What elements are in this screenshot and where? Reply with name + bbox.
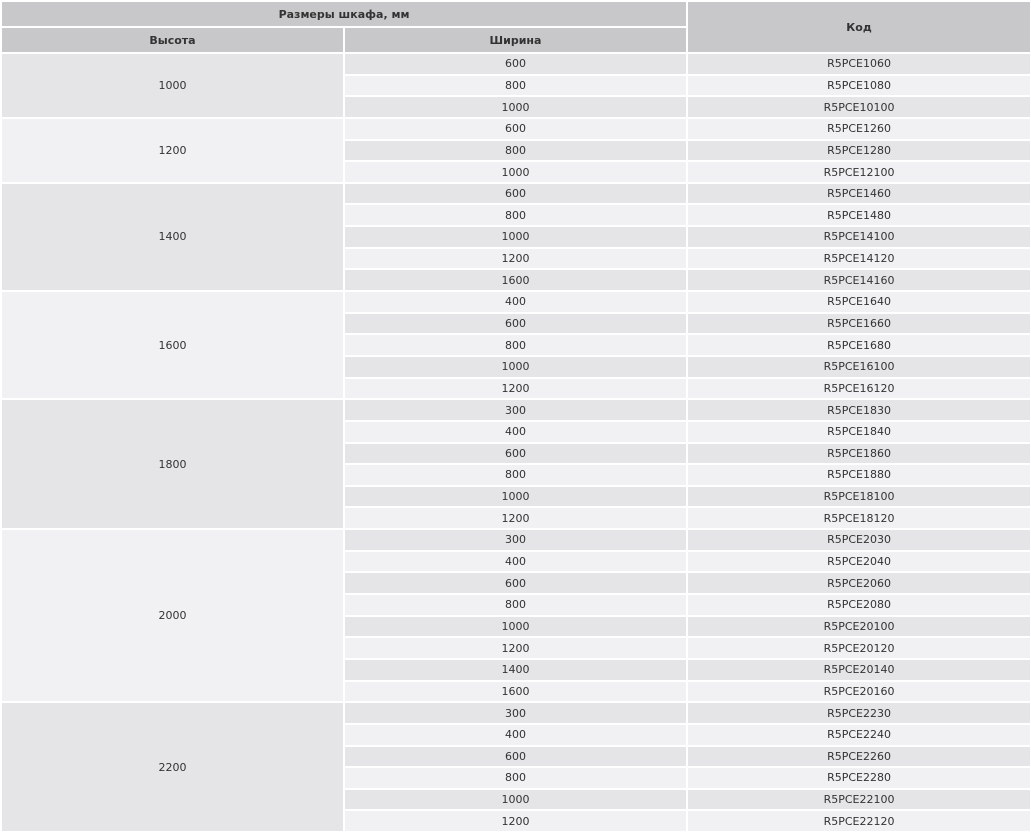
code-cell: R5PCE1060 bbox=[687, 53, 1031, 75]
table-header bbox=[1, 1, 1031, 53]
table-row bbox=[1, 118, 1031, 140]
code-cell: R5PCE18100 bbox=[687, 486, 1031, 508]
height-cell: 1600 bbox=[1, 291, 344, 399]
code-cell: R5PCE14120 bbox=[687, 248, 1031, 270]
width-cell: 600 bbox=[344, 746, 687, 768]
code-cell: R5PCE1480 bbox=[687, 204, 1031, 226]
width-cell: 1200 bbox=[344, 810, 687, 832]
table-row bbox=[1, 291, 1031, 313]
width-cell: 600 bbox=[344, 443, 687, 465]
width-cell: 400 bbox=[344, 551, 687, 573]
width-cell: 600 bbox=[344, 572, 687, 594]
width-cell: 1200 bbox=[344, 378, 687, 400]
code-cell: R5PCE14100 bbox=[687, 226, 1031, 248]
width-cell: 300 bbox=[344, 399, 687, 421]
code-cell: R5PCE1640 bbox=[687, 291, 1031, 313]
code-cell: R5PCE20140 bbox=[687, 659, 1031, 681]
code-cell: R5PCE22100 bbox=[687, 789, 1031, 811]
table-row bbox=[1, 183, 1031, 205]
width-cell: 1000 bbox=[344, 789, 687, 811]
width-cell: 1000 bbox=[344, 616, 687, 638]
code-cell: R5PCE22120 bbox=[687, 810, 1031, 832]
code-cell: R5PCE1830 bbox=[687, 399, 1031, 421]
table-row bbox=[1, 399, 1031, 421]
code-cell: R5PCE18120 bbox=[687, 507, 1031, 529]
width-cell: 600 bbox=[344, 53, 687, 75]
code-cell: R5PCE2280 bbox=[687, 767, 1031, 789]
height-header: Высота bbox=[1, 27, 344, 53]
code-cell: R5PCE2060 bbox=[687, 572, 1031, 594]
code-cell: R5PCE1840 bbox=[687, 421, 1031, 443]
width-cell: 1000 bbox=[344, 356, 687, 378]
width-cell: 1200 bbox=[344, 637, 687, 659]
width-cell: 800 bbox=[344, 75, 687, 97]
width-cell: 800 bbox=[344, 204, 687, 226]
table-row bbox=[1, 53, 1031, 75]
width-cell: 1000 bbox=[344, 226, 687, 248]
width-cell: 1600 bbox=[344, 269, 687, 291]
width-cell: 800 bbox=[344, 767, 687, 789]
code-cell: R5PCE1680 bbox=[687, 334, 1031, 356]
code-cell: R5PCE2260 bbox=[687, 746, 1031, 768]
code-cell: R5PCE20120 bbox=[687, 637, 1031, 659]
width-cell: 1200 bbox=[344, 507, 687, 529]
code-cell: R5PCE1260 bbox=[687, 118, 1031, 140]
code-cell: R5PCE2040 bbox=[687, 551, 1031, 573]
width-cell: 800 bbox=[344, 594, 687, 616]
code-cell: R5PCE1660 bbox=[687, 313, 1031, 335]
code-cell: R5PCE1460 bbox=[687, 183, 1031, 205]
height-cell: 1400 bbox=[1, 183, 344, 291]
table-row bbox=[1, 529, 1031, 551]
height-cell: 2000 bbox=[1, 529, 344, 702]
width-cell: 400 bbox=[344, 291, 687, 313]
code-cell: R5PCE16100 bbox=[687, 356, 1031, 378]
width-cell: 1000 bbox=[344, 161, 687, 183]
width-cell: 600 bbox=[344, 313, 687, 335]
table-body bbox=[1, 53, 1031, 832]
width-cell: 300 bbox=[344, 529, 687, 551]
width-cell: 1000 bbox=[344, 486, 687, 508]
width-cell: 600 bbox=[344, 183, 687, 205]
code-cell: R5PCE12100 bbox=[687, 161, 1031, 183]
code-header: Код bbox=[687, 1, 1031, 53]
height-cell: 1800 bbox=[1, 399, 344, 529]
code-cell: R5PCE1080 bbox=[687, 75, 1031, 97]
table-row bbox=[1, 702, 1031, 724]
width-cell: 1400 bbox=[344, 659, 687, 681]
height-cell: 1200 bbox=[1, 118, 344, 183]
height-cell: 1000 bbox=[1, 53, 344, 118]
width-cell: 800 bbox=[344, 464, 687, 486]
dimensions-header: Размеры шкафа, мм bbox=[1, 1, 687, 27]
code-cell: R5PCE1860 bbox=[687, 443, 1031, 465]
width-cell: 400 bbox=[344, 724, 687, 746]
width-cell: 1000 bbox=[344, 96, 687, 118]
code-cell: R5PCE16120 bbox=[687, 378, 1031, 400]
width-cell: 300 bbox=[344, 702, 687, 724]
code-cell: R5PCE20100 bbox=[687, 616, 1031, 638]
width-cell: 800 bbox=[344, 140, 687, 162]
code-cell: R5PCE1280 bbox=[687, 140, 1031, 162]
code-cell: R5PCE2080 bbox=[687, 594, 1031, 616]
width-cell: 400 bbox=[344, 421, 687, 443]
width-header: Ширина bbox=[344, 27, 687, 53]
code-cell: R5PCE2030 bbox=[687, 529, 1031, 551]
code-cell: R5PCE10100 bbox=[687, 96, 1031, 118]
width-cell: 1200 bbox=[344, 248, 687, 270]
code-cell: R5PCE14160 bbox=[687, 269, 1031, 291]
code-cell: R5PCE2230 bbox=[687, 702, 1031, 724]
code-cell: R5PCE20160 bbox=[687, 681, 1031, 703]
width-cell: 1600 bbox=[344, 681, 687, 703]
code-cell: R5PCE1880 bbox=[687, 464, 1031, 486]
width-cell: 800 bbox=[344, 334, 687, 356]
width-cell: 600 bbox=[344, 118, 687, 140]
height-cell: 2200 bbox=[1, 702, 344, 832]
code-cell: R5PCE2240 bbox=[687, 724, 1031, 746]
